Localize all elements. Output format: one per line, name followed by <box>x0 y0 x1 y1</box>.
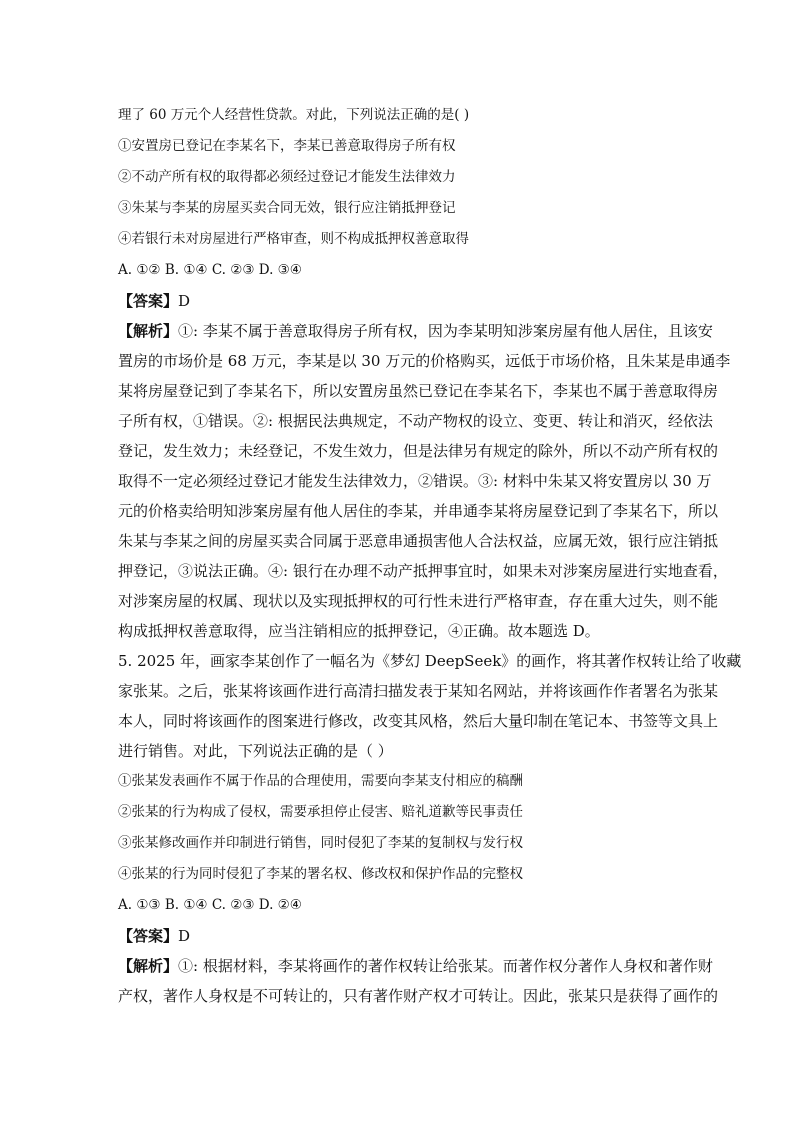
q4-answer <box>118 286 676 316</box>
q5-answer-value: D <box>178 927 191 945</box>
q4-option-3: ③朱某与李某的房屋买卖合同无效，银行应注销抵押登记 <box>118 200 456 216</box>
q4-option-2: ②不动产所有权的取得都必须经过登记才能发生法律效力 <box>118 169 456 185</box>
q5-option-1: ①张某发表画作不属于作品的合理使用，需要向李某支付相应的稿酬 <box>118 773 523 789</box>
q5-stem-line-3: 本人，同时将该画作的图案进行修改，改变其风格，然后大量印制在笔记本、书签等文具上 <box>118 712 719 730</box>
q4-analysis-line-5: 登记，发生效力；未经登记，不发生效力，但是法律另有规定的除外，所以不动产所有权的 <box>118 442 719 460</box>
q5-stem-line-2: 家张某。之后，张某将该画作进行高清扫描发表于某知名网站，并将该画作作者署名为张某 <box>118 682 719 700</box>
q4-analysis-line-2: 置房的市场价是 68 万元，李某是以 30 万元的价格购买，远低于市场价格，且朱某是串通李 <box>118 352 731 370</box>
q4-option-4: ④若银行未对房屋进行严格审查，则不构成抵押权善意取得 <box>118 231 469 247</box>
q4-answer-value: D <box>178 292 191 310</box>
q4-analysis-line-1 <box>118 316 713 346</box>
document-page <box>118 100 742 1011</box>
q5-option-2: ②张某的行为构成了侵权，需要承担停止侵害、赔礼道歉等民事责任 <box>118 804 523 820</box>
q4-analysis-line-10: 对涉案房屋的权属、现状以及实现抵押权的可行性未进行严格审查，存在重大过失，则不能 <box>118 592 719 610</box>
q4-answer-label: 【答案】 <box>118 292 179 310</box>
q5-choices: A. ①③ B. ①④ C. ②③ D. ②④ <box>118 897 302 913</box>
q4-analysis-line-8: 朱某与李某之间的房屋买卖合同属于恶意串通损害他人合法权益，应属无效，银行应注销抵 <box>118 532 719 550</box>
q5-analysis-line-1 <box>118 951 713 981</box>
q5-analysis-line-2: 产权，著作人身权是不可转让的，只有著作财产权才可转让。因此，张某只是获得了画作的 <box>118 987 719 1005</box>
q5-answer <box>118 921 676 951</box>
q4-analysis-label: 【解析】 <box>118 322 179 340</box>
q5-analysis-text-1: ①: 根据材料，李某将画作的著作权转让给张某。而著作权分著作人身权和著作财 <box>178 957 713 975</box>
q5-answer-label: 【答案】 <box>118 927 179 945</box>
q4-stem-tail: 理了 60 万元个人经营性贷款。对此，下列说法正确的是( ) <box>118 107 470 123</box>
q5-option-3: ③张某修改画作并印制进行销售，同时侵犯了李某的复制权与发行权 <box>118 835 523 851</box>
q5-stem-line-4: 进行销售。对此，下列说法正确的是（ ） <box>118 742 393 760</box>
q4-analysis-line-11: 构成抵押权善意取得，应当注销相应的抵押登记，④正确。故本题选 D。 <box>118 622 600 640</box>
q4-choices: A. ①② B. ①④ C. ②③ D. ③④ <box>118 262 302 278</box>
q4-option-1: ①安置房已登记在李某名下，李某已善意取得房子所有权 <box>118 138 456 154</box>
q5-analysis-label: 【解析】 <box>118 957 179 975</box>
q5-stem-line-1: 5. 2025 年，画家李某创作了一幅名为《梦幻 DeepSeek》的画作，将其著作权转让给了收藏 <box>118 652 742 670</box>
q4-analysis-line-3: 某将房屋登记到了李某名下，所以安置房虽然已登记在李某名下，李某也不属于善意取得房 <box>118 382 719 400</box>
q4-analysis-line-7: 元的价格卖给明知涉案房屋有他人居住的李某，并串通李某将房屋登记到了李某名下，所以 <box>118 502 719 520</box>
q4-analysis-line-6: 取得不一定必须经过登记才能发生法律效力，②错误。③: 材料中朱某又将安置房以 30 万 <box>118 472 712 490</box>
q4-analysis-line-4: 子所有权，①错误。②: 根据民法典规定，不动产物权的设立、变更、转让和消灭，经依法 <box>118 412 713 430</box>
q4-analysis-line-9: 押登记，③说法正确。④: 银行在办理不动产抵押事宜时，如果未对涉案房屋进行实地查看， <box>118 562 728 580</box>
q5-option-4: ④张某的行为同时侵犯了李某的署名权、修改权和保护作品的完整权 <box>118 866 523 882</box>
q4-analysis-text-1: ①: 李某不属于善意取得房子所有权，因为李某明知涉案房屋有他人居住，且该安 <box>178 322 713 340</box>
